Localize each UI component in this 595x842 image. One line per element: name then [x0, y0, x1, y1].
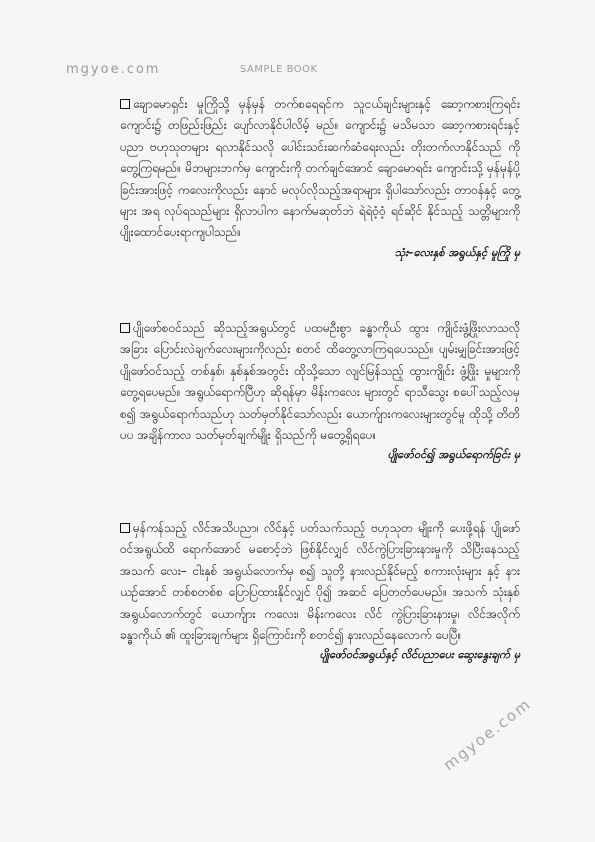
- passage-3: [120, 518, 520, 664]
- checkbox-bullet-icon: [120, 323, 130, 333]
- watermark-top: mgyoe.com: [66, 62, 161, 77]
- checkbox-bullet-icon: [120, 99, 130, 109]
- watermark-diagonal: mgyoe.com: [440, 694, 535, 775]
- passage-2-source: ပျိုဖော်ဝင်၍ အရွယ်ရောက်ခြင်း မှ: [387, 448, 520, 462]
- checkbox-bullet-icon: [120, 523, 130, 533]
- passage-3-source: ပျိုဖော်ဝင်အရွယ်နှင့် လိင်ပညာပေး ဆွေးနွေးချက် မှ: [319, 648, 520, 662]
- passage-2: [120, 318, 520, 464]
- passage-1: [120, 94, 520, 262]
- passage-2-text: ပျိုဖော်စဝင်သည် ဆိုသည့်အရွယ်တွင် ပထမဦးစွာ ခန္ဓာကိုယ် ထွား ကျိုင်းဖွံ့ဖြိုးလာသလို အခြား ပြောင်းလဲချက်လေးများကိုလည်း စတင် ထိတွေ့လာကြရပေသည်။ ပျမ်းမျှခြင်းအားဖြင့် ပျိုဖော်ဝင်သည့် တစ်နှစ်၊ နှစ်နှစ်အတွင်း ထိုသို့သော လျင်မြန်သည့် ထွားကျိုင်း ဖွံ့ဖြိုး မှုများကို တွေ့ရပေမည်။ အရွယ်ရောက်ပြီဟု ဆိုရန်မှာ မိန်းကလေး များတွင် ရာသီသွေး စပေါ်သည့်လမှ စ၍ အရွယ်ရောက်သည်ဟု သတ်မှတ်နိုင်သော်လည်း ယောက်ျားကလေးများတွင်မူ ထိုသို့ တိတိ ပပ အချိန်ကာလ သတ်မှတ်ချက်မျိုး ရှိသည်ကို မတွေ့ရှိရပေ။: [120, 321, 520, 443]
- passage-1-source: သုံး–လေးနှစ် အရွယ်နှင့် မူကြို မှ: [394, 245, 520, 259]
- sample-book-label: SAMPLE BOOK: [240, 64, 318, 75]
- passage-1-text: ချောမောရှင်း မှုကြိုသို့ မှန်မှန် တက်စရေရင်က သူငယ်ချင်းများနှင့် ဆော့ကစားကြရင်း ကျောင်း၌ တဖြည်းဖြည်း ပျော်လာနိုင်ပါလိမ့် မည်။ ကျောင်း၌ မသိမသာ ဆော့ကစားရင်းနှင့် ပညာ ဗဟုသုတများ ရလာနိုင်သလို ပေါင်းသင်းဆက်ဆံရေးလည်း တိုးတက်လာနိုင်သည် ကို တွေ့ကြရမည်။ မိဘများဘက်မှ ကျောင်းကို တက်ချင်အောင် ချောမောရင်း ကျောင်းသို့ မှန်မှန်ပို့ခြင်းအားဖြင့် ကလေးကိုလည်း နောင် မလုပ်လိုသည့်အရာများ ရှိပါသော်လည်း တာဝန်နှင့် တွေ့များ အရ လုပ်ရသည်များ ရှိလာပါက နောက်မဆုတ်ဘဲ ရဲရဲဝံ့ဝံ့ ရင်ဆိုင် နိုင်သည့် သတ္တိများကို ပျိုးထောင်ပေးရာကျပါသည်။: [120, 97, 520, 240]
- passage-3-text: မှန်ကန်သည့် လိင်အသိပညာ၊ လိင်နှင့် ပတ်သက်သည့် ဗဟုသုတ မျိုးကို ပေးဖို့ရန် ပျိုဖော်ဝင်အရွယ်ထိ ရောက်အောင် မစောင့်ဘဲ ဖြစ်နိုင်လျှင် လိင်ကွဲပြားခြားနားမှုကို သိပြီးနေသည့် အသက် လေး– ငါးနှစ် အရွယ်လောက်မှ စ၍ သူတို့ နားလည်နိုင်မည့် စကားလုံးများ နှင့် နားယဉ်အောင် တစ်စတစ်စ ပြောပြထားနိုင်လျှင် ပို၍ အဆင် ပြေတတ်ပေမည်။ အသက် သုံးနှစ်အရွယ်လောက်တွင် ယောက်ျား ကလေး၊ မိန်းကလေး လိင် ကွဲပြားခြားနားမှု၊ လိင်အလိုက် ခန္ဓာကိုယ် ၏ ထူးခြားချက်များ ရှိကြောင်းကို စတင်၍ နားလည်နေလောက် ပေပြီ။: [120, 521, 520, 643]
